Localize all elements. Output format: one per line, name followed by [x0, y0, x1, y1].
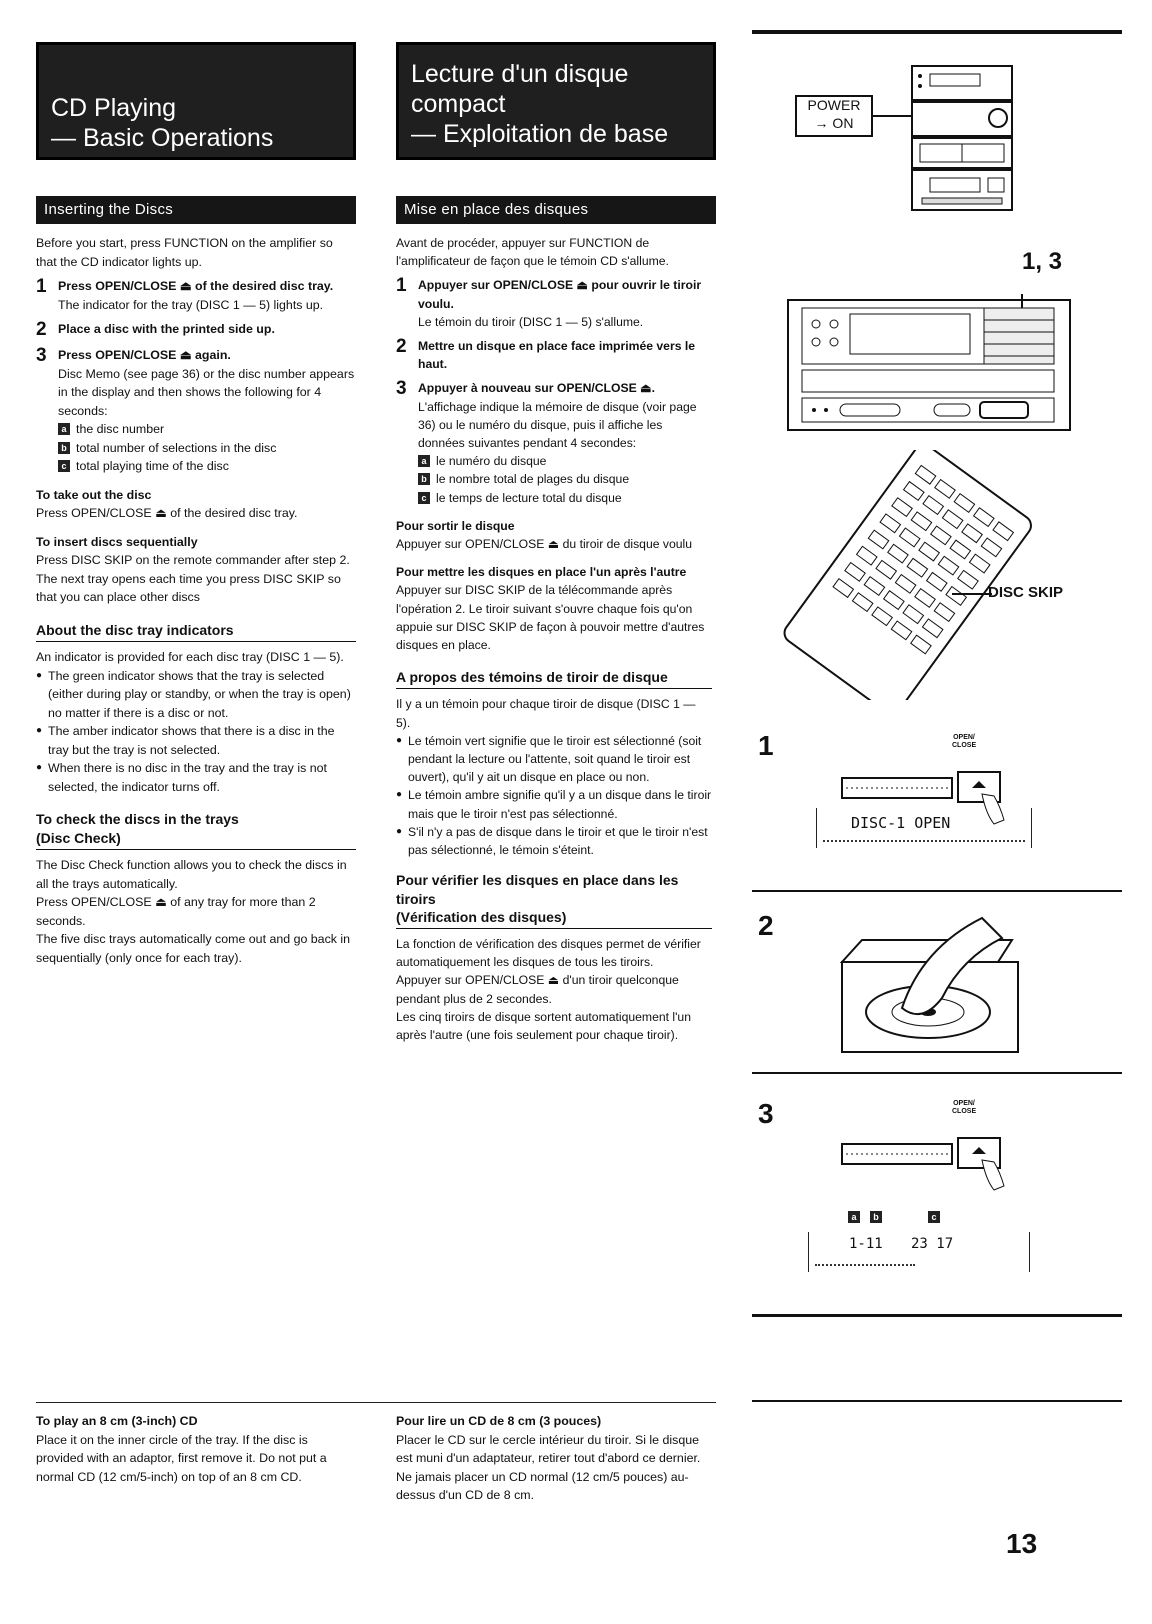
sub-item-b	[58, 439, 356, 458]
bullet-item: ● Le témoin ambre signifie qu'il y a un disque dans le tiroir mais que le tiroir n'est pas sélectionné.	[396, 786, 712, 822]
key-c-icon: c	[928, 1211, 940, 1223]
open-close-caption: OPEN/ CLOSE	[952, 734, 977, 749]
step-title: Place a disc with the printed side up.	[58, 322, 275, 336]
key-c-icon: c	[58, 460, 70, 472]
small-cd-text: Place it on the inner circle of the tray. If the disc is provided with an adaptor, first remove it. Do not put a normal CD (12 cm/5-inch) on top of an 8 cm CD.	[36, 1432, 327, 1484]
small-cd-heading: To play an 8 cm (3-inch) CD	[36, 1414, 198, 1428]
indicators-heading: A propos des témoins de tiroir de disque	[396, 668, 712, 689]
display-text: DISC-1 OPEN	[851, 814, 951, 832]
step-number: 3	[36, 345, 47, 366]
display-dots	[815, 1264, 915, 1266]
bullet-text: Le témoin vert signifie que le tiroir est sélectionné (soit pendant la lecture ou l'attente, soit quand le tiroir est ouvert), qu'il y ait un disque en place ou non.	[408, 733, 702, 785]
step-title: Press OPEN/CLOSE ⏏ of the desired disc tray.	[58, 279, 334, 293]
bullet-text: S'il n'y a pas de disque dans le tiroir et que le tiroir n'est pas sélectionné, le témoin s'éteint.	[408, 824, 708, 858]
figure-divider	[752, 1400, 1122, 1402]
sub-item-text: le temps de lecture total du disque	[436, 490, 622, 505]
power-label-line1: POWER	[807, 97, 861, 113]
key-a-icon: a	[58, 423, 70, 435]
step-number: 1	[396, 275, 407, 297]
bullet-item: ● Le témoin vert signifie que le tiroir est sélectionné (soit pendant la lecture ou l'attente, soit quand le tiroir est ouvert), qu'il y ait un disque en place ou non.	[396, 732, 712, 787]
page-number: 13	[1006, 1528, 1038, 1559]
disc-check-heading-line1: Pour vérifier les disques en place dans les tiroirs	[396, 872, 679, 907]
bullet-text: The green indicator shows that the tray is selected (either during play or standby, or when the tray is open) no matter if there is a disc or not.	[48, 668, 351, 720]
key-a-icon: a	[418, 455, 430, 467]
title-en-line1: CD Playing	[51, 94, 177, 122]
figure-divider	[752, 890, 1122, 892]
indicators-intro: An indicator is provided for each disc tray (DISC 1 — 5).	[36, 650, 344, 664]
display-disc-info	[808, 1232, 1030, 1272]
cd-changer-illustration	[752, 280, 1122, 440]
sub-item-text: the disc number	[76, 422, 165, 436]
disc-check-text: Press OPEN/CLOSE ⏏ of any tray for more than 2 seconds.	[36, 895, 316, 928]
figure-divider	[752, 1072, 1122, 1074]
step-number: 3	[396, 378, 407, 400]
disc-check-text: The Disc Check function allows you to check the discs in all the trays automatically.	[36, 858, 347, 891]
step-label-1-3: 1, 3	[1022, 248, 1063, 275]
sub-item-c	[418, 489, 712, 507]
bullet-text: Le témoin ambre signifie qu'il y a un disque dans le tiroir mais que le tiroir n'est pas sélectionné.	[408, 788, 712, 821]
title-en-line2: — Basic Operations	[51, 124, 274, 152]
takeout-heading: To take out the disc	[36, 487, 152, 502]
step-number: 1	[36, 276, 47, 297]
sub-item-text: total number of selections in the disc	[76, 440, 277, 455]
title-banner-en	[36, 42, 356, 160]
sequential-text: Press DISC SKIP on the remote commander after step 2. The next tray opens each time you press DISC SKIP so that you can place other discs	[36, 553, 350, 604]
sub-item-text: total playing time of the disc	[76, 459, 229, 473]
sequential-heading: Pour mettre les disques en place l'un après l'autre	[396, 565, 687, 580]
step-3	[36, 346, 356, 476]
sub-item-text: le nombre total de plages du disque	[436, 472, 630, 487]
step-title: Press OPEN/CLOSE ⏏ again.	[58, 348, 231, 362]
title-fr-line3: — Exploitation de base	[411, 120, 669, 148]
title-fr-line2: compact	[411, 90, 506, 118]
step-3	[396, 379, 712, 506]
title-banner-fr	[396, 42, 716, 160]
title-fr-line1: Lecture d'un disque	[411, 60, 629, 88]
key-a-icon: a	[848, 1211, 860, 1223]
step-title: Mettre un disque en place face imprimée vers le haut.	[418, 339, 696, 372]
bullet-text: When there is no disc in the tray and the tray is not selected, the indicator turns off.	[48, 761, 327, 794]
display-disc1-open	[816, 808, 1032, 848]
step-1	[396, 276, 712, 331]
bullet-text: The amber indicator shows that there is a disc in the tray but the tray is not selected.	[48, 724, 335, 757]
figure-step-2-label: 2	[758, 910, 774, 941]
figure-divider	[752, 1314, 1122, 1317]
open-close-caption: OPEN/ CLOSE	[952, 1100, 977, 1115]
step-number: 2	[396, 336, 407, 358]
step-title: Appuyer sur OPEN/CLOSE ⏏ pour ouvrir le tiroir voulu.	[418, 278, 702, 311]
small-cd-heading: Pour lire un CD de 8 cm (3 pouces)	[396, 1414, 602, 1428]
takeout-heading: Pour sortir le disque	[396, 518, 515, 533]
bullet-item: ● The amber indicator shows that there is a disc in the tray but the tray is not selected.	[36, 722, 356, 759]
illustration-column	[752, 40, 1122, 1624]
takeout-text: Appuyer sur OPEN/CLOSE ⏏ du tiroir de disque voulu	[396, 537, 693, 552]
small-cd-note-fr	[396, 1412, 712, 1505]
top-rule	[752, 30, 1122, 34]
indicators-intro: Il y a un témoin pour chaque tiroir de disque (DISC 1 — 5).	[396, 697, 696, 730]
disc-check-text: La fonction de vérification des disques permet de vérifier automatiquement les disques de tous les tiroirs.	[396, 936, 701, 970]
sub-item-c	[58, 457, 356, 476]
disc-check-heading	[396, 871, 712, 929]
indicators-heading: About the disc tray indicators	[36, 621, 356, 643]
key-b-icon: b	[418, 473, 430, 485]
sequential-text: Appuyer sur DISC SKIP de la télécommande après l'opération 2. Le tiroir suivant s'ouvre chaque fois qu'on appuie sur DISC SKIP de façon à pouvoir mettre d'autres disques en place.	[396, 583, 705, 653]
sub-item-a	[58, 420, 356, 439]
english-column	[36, 234, 356, 967]
bullet-item: ● S'il n'y a pas de disque dans le tiroir et que le tiroir n'est pas sélectionné, le témoin s'éteint.	[396, 823, 712, 859]
display-dots	[823, 840, 1025, 842]
intro-text: Avant de procéder, appuyer sur FUNCTION de l'amplificateur de façon que le témoin CD s'allume.	[396, 236, 669, 269]
step-2	[36, 320, 356, 340]
disc-check-heading-line1: To check the discs in the trays	[36, 811, 239, 827]
step-2	[396, 337, 712, 373]
french-column	[396, 234, 712, 1044]
step-body: L'affichage indique la mémoire de disque (voir page 36) ou le numéro du disque, puis il affiche les données suivantes pendant 4 secondes:	[418, 399, 697, 451]
disc-check-heading-line2: (Disc Check)	[36, 829, 121, 846]
bullet-item: ● When there is no disc in the tray and the tray is not selected, the indicator turns off.	[36, 759, 356, 796]
intro-text: Before you start, press FUNCTION on the amplifier so that the CD indicator lights up.	[36, 236, 333, 269]
power-label-line2: → ON	[814, 115, 854, 131]
step-1	[36, 277, 356, 314]
step-body: The indicator for the tray (DISC 1 — 5) lights up.	[58, 297, 324, 312]
sub-item-b	[418, 470, 712, 488]
tray-open-close-illustration	[832, 1116, 1032, 1196]
bottom-divider	[36, 1402, 716, 1403]
figure-step-1-label: 1	[758, 730, 774, 761]
step-title: Appuyer à nouveau sur OPEN/CLOSE ⏏.	[418, 381, 656, 396]
sequential-heading: To insert discs sequentially	[36, 534, 198, 549]
takeout-text: Press OPEN/CLOSE ⏏ of the desired disc tray.	[36, 506, 298, 520]
step-body: Disc Memo (see page 36) or the disc number appears in the display and then shows the following for 4 seconds:	[58, 366, 355, 418]
sub-item-text: le numéro du disque	[436, 454, 547, 469]
remote-commander-illustration	[752, 450, 1122, 700]
display-text: 1-11	[849, 1236, 883, 1252]
key-b-icon: b	[870, 1211, 882, 1223]
sub-item-a	[418, 452, 712, 470]
power-label	[796, 96, 872, 132]
place-disc-illustration	[832, 912, 1092, 1062]
disc-skip-label: DISC SKIP	[988, 584, 1064, 601]
stereo-system-illustration	[752, 64, 1122, 264]
small-cd-note-en	[36, 1412, 356, 1486]
bullet-item: ● The green indicator shows that the tray is selected (either during play or standby, or when the tray is open) no matter if there is a disc or not.	[36, 667, 356, 723]
key-c-icon: c	[418, 492, 430, 504]
disc-check-heading	[36, 810, 356, 850]
disc-check-text: Les cinq tiroirs de disque sortent automatiquement l'un après l'autre (une fois seulement pour chaque tiroir).	[396, 1009, 691, 1042]
section-header-fr: Mise en place des disques	[396, 196, 716, 224]
step-number: 2	[36, 319, 47, 340]
key-b-icon: b	[58, 442, 70, 454]
figure-step-3-label: 3	[758, 1098, 774, 1129]
disc-check-text: The five disc trays automatically come out and go back in sequentially (only once for each tray).	[36, 932, 351, 965]
display-text: 23 17	[911, 1236, 954, 1252]
step-body: Le témoin du tiroir (DISC 1 — 5) s'allume.	[418, 314, 644, 329]
disc-check-heading-line2: (Vérification des disques)	[396, 908, 567, 925]
disc-check-text: Appuyer sur OPEN/CLOSE ⏏ d'un tiroir quelconque pendant plus de 2 secondes.	[396, 973, 679, 1006]
small-cd-text: Placer le CD sur le cercle intérieur du tiroir. Si le disque est muni d'un adaptateur, retirer tout d'abord ce dernier. Ne jamais placer un CD normal (12 cm/5 pouces) au-dessus d'un CD de 8 cm.	[396, 1432, 701, 1502]
section-header-en: Inserting the Discs	[36, 196, 356, 224]
